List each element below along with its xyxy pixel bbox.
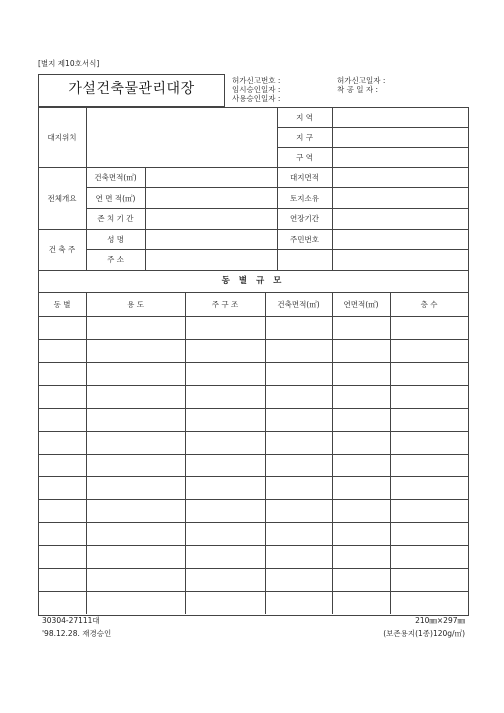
use-approval-date-label: 사용승인일자 : [232, 94, 281, 103]
builder-label: 건 축 주 [48, 245, 76, 254]
table-row-divider [38, 431, 468, 432]
col-building-area: 건축면적(㎡) [277, 300, 320, 309]
paper-type: (보존용지(1종)120g/㎡) [383, 629, 465, 638]
builder-name-label: 성 명 [107, 235, 124, 244]
table-row-divider [38, 454, 468, 455]
table-row-divider [38, 476, 468, 477]
resident-number-label: 주민번호 [290, 235, 319, 244]
permit-number-label: 허가신고번호 : [232, 76, 281, 85]
building-scale-title: 동 별 규 모 [221, 276, 285, 286]
site-location-label: 대지위치 [47, 133, 77, 142]
start-date-label: 착 공 일 자 : [337, 85, 379, 94]
duration-label: 존 치 기 간 [97, 214, 134, 223]
extension-label: 연장기간 [290, 214, 319, 223]
table-row-divider [38, 522, 468, 523]
form-number: [별지 제10호서식] [38, 59, 100, 68]
col-structure: 주 구 조 [211, 300, 239, 309]
building-area-label: 건축면적(㎡) [94, 173, 137, 182]
col-floor-area: 연면적(㎡) [343, 300, 379, 309]
table-row-divider [38, 408, 468, 409]
land-area-label: 대지면적 [290, 173, 319, 182]
table-row-divider [38, 568, 468, 569]
table-row-divider [38, 499, 468, 500]
floor-area-label: 연 면 적(㎡) [95, 194, 136, 203]
region-label: 지 역 [296, 113, 313, 122]
col-floors: 층 수 [420, 300, 438, 309]
col-building: 동 별 [53, 300, 71, 309]
page-title: 가설건축물관리대장 [68, 81, 195, 97]
table-row-divider [38, 545, 468, 546]
land-owner-label: 토지소유 [290, 194, 319, 203]
form-code: 30304-27111대 [42, 616, 100, 625]
approval-note: '98.12.28. 재경승인 [42, 629, 112, 638]
table-row-divider [38, 362, 468, 363]
col-use: 용 도 [127, 300, 144, 309]
builder-address-label: 주 소 [107, 255, 124, 264]
table-row-divider [38, 339, 468, 340]
table-row-divider [38, 591, 468, 592]
table-row-divider [38, 385, 468, 386]
paper-size: 210㎜×297㎜ [415, 616, 465, 625]
overview-label: 전체개요 [47, 194, 77, 203]
temp-approval-date-label: 임시승인일자 : [232, 85, 281, 94]
zone-label: 구 역 [296, 153, 313, 162]
permit-date-label: 허가신고일자 : [337, 76, 386, 85]
district-label: 지 구 [296, 133, 313, 142]
